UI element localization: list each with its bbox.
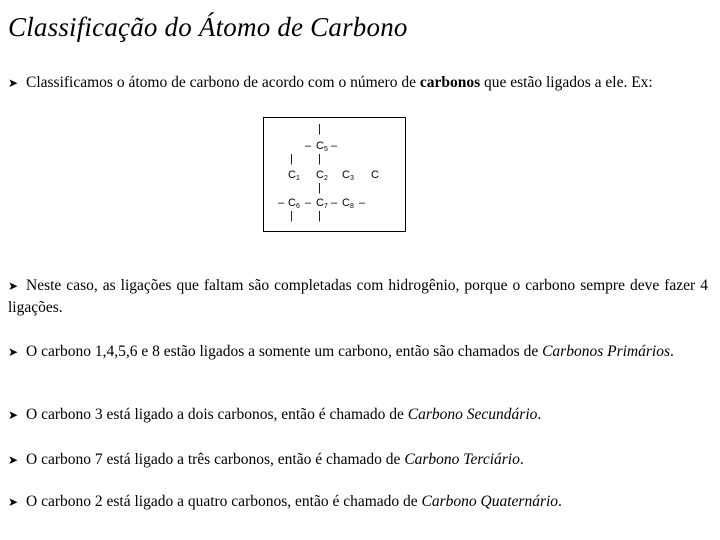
atom-c5: C — [316, 140, 324, 152]
atom-c6-index: 6 — [296, 203, 300, 210]
arrowhead-bullet-icon: ➤ — [8, 408, 19, 422]
page-title: Classificação do Átomo de Carbono — [8, 12, 408, 42]
arrowhead-bullet-icon: ➤ — [8, 495, 19, 509]
atom-c1: C — [288, 169, 296, 181]
arrowhead-bullet-icon: ➤ — [8, 345, 19, 359]
atom-c5-index: 5 — [324, 146, 328, 153]
carbon-chain-diagram — [263, 117, 406, 232]
atom-c7: C — [316, 197, 324, 209]
atom-c8: C — [342, 197, 350, 209]
bond-bar: | — [318, 153, 321, 165]
bond-bar: | — [318, 123, 321, 135]
bond-dash: – — [359, 197, 366, 209]
bond-bar: | — [318, 210, 321, 222]
emphasis-carbonos: carbonos — [419, 74, 481, 91]
intro-paragraph: ➤ Classificamos o átomo de carbono de acordo com o número de carbonos que estão ligados a ele. Ex: — [8, 72, 708, 94]
bond-dash: – — [278, 197, 285, 209]
atom-c6: C — [288, 197, 296, 209]
bond-bar: | — [318, 182, 321, 194]
primary-carbon-paragraph: ➤ O carbono 1,4,5,6 e 8 estão ligados a somente um carbono, então são chamados de Carbonos Primários. — [8, 341, 708, 363]
term-quaternary: Carbono Quaternário — [421, 493, 559, 510]
term-secondary: Carbono Secundário — [407, 406, 538, 423]
term-tertiary: Carbono Terciário — [404, 451, 520, 468]
bond-dash: – — [305, 140, 312, 152]
bond-dash: – — [331, 140, 338, 152]
atom-c3: C — [342, 169, 350, 181]
hydrogen-paragraph: ➤ Neste caso, as ligações que faltam são completadas com hidrogênio, porque o carbono sempre deve fazer 4 ligações. — [8, 277, 708, 316]
arrowhead-bullet-icon: ➤ — [8, 279, 19, 293]
arrowhead-bullet-icon: ➤ — [8, 453, 19, 467]
arrowhead-bullet-icon: ➤ — [8, 76, 19, 90]
atom-c8-index: 8 — [350, 203, 354, 210]
atom-c2: C — [316, 169, 324, 181]
secondary-carbon-paragraph: ➤ O carbono 3 está ligado a dois carbonos, então é chamado de Carbono Secundário. — [8, 404, 708, 426]
term-primary: Carbonos Primários — [542, 343, 670, 360]
quaternary-carbon-paragraph: ➤ O carbono 2 está ligado a quatro carbonos, então é chamado de Carbono Quaternário. — [8, 491, 708, 513]
atom-c2-index: 2 — [324, 175, 328, 182]
atom-c4: C — [371, 169, 379, 181]
tertiary-carbon-paragraph: ➤ O carbono 7 está ligado a três carbonos, então é chamado de Carbono Terciário. — [8, 449, 708, 471]
bond-bar: | — [290, 210, 293, 222]
atom-c1-index: 1 — [296, 175, 300, 182]
atom-c7-index: 7 — [324, 203, 328, 210]
bond-bar: | — [290, 153, 293, 165]
bond-dash: – — [331, 197, 338, 209]
atom-c3-index: 3 — [350, 175, 354, 182]
bond-dash: – — [305, 197, 312, 209]
